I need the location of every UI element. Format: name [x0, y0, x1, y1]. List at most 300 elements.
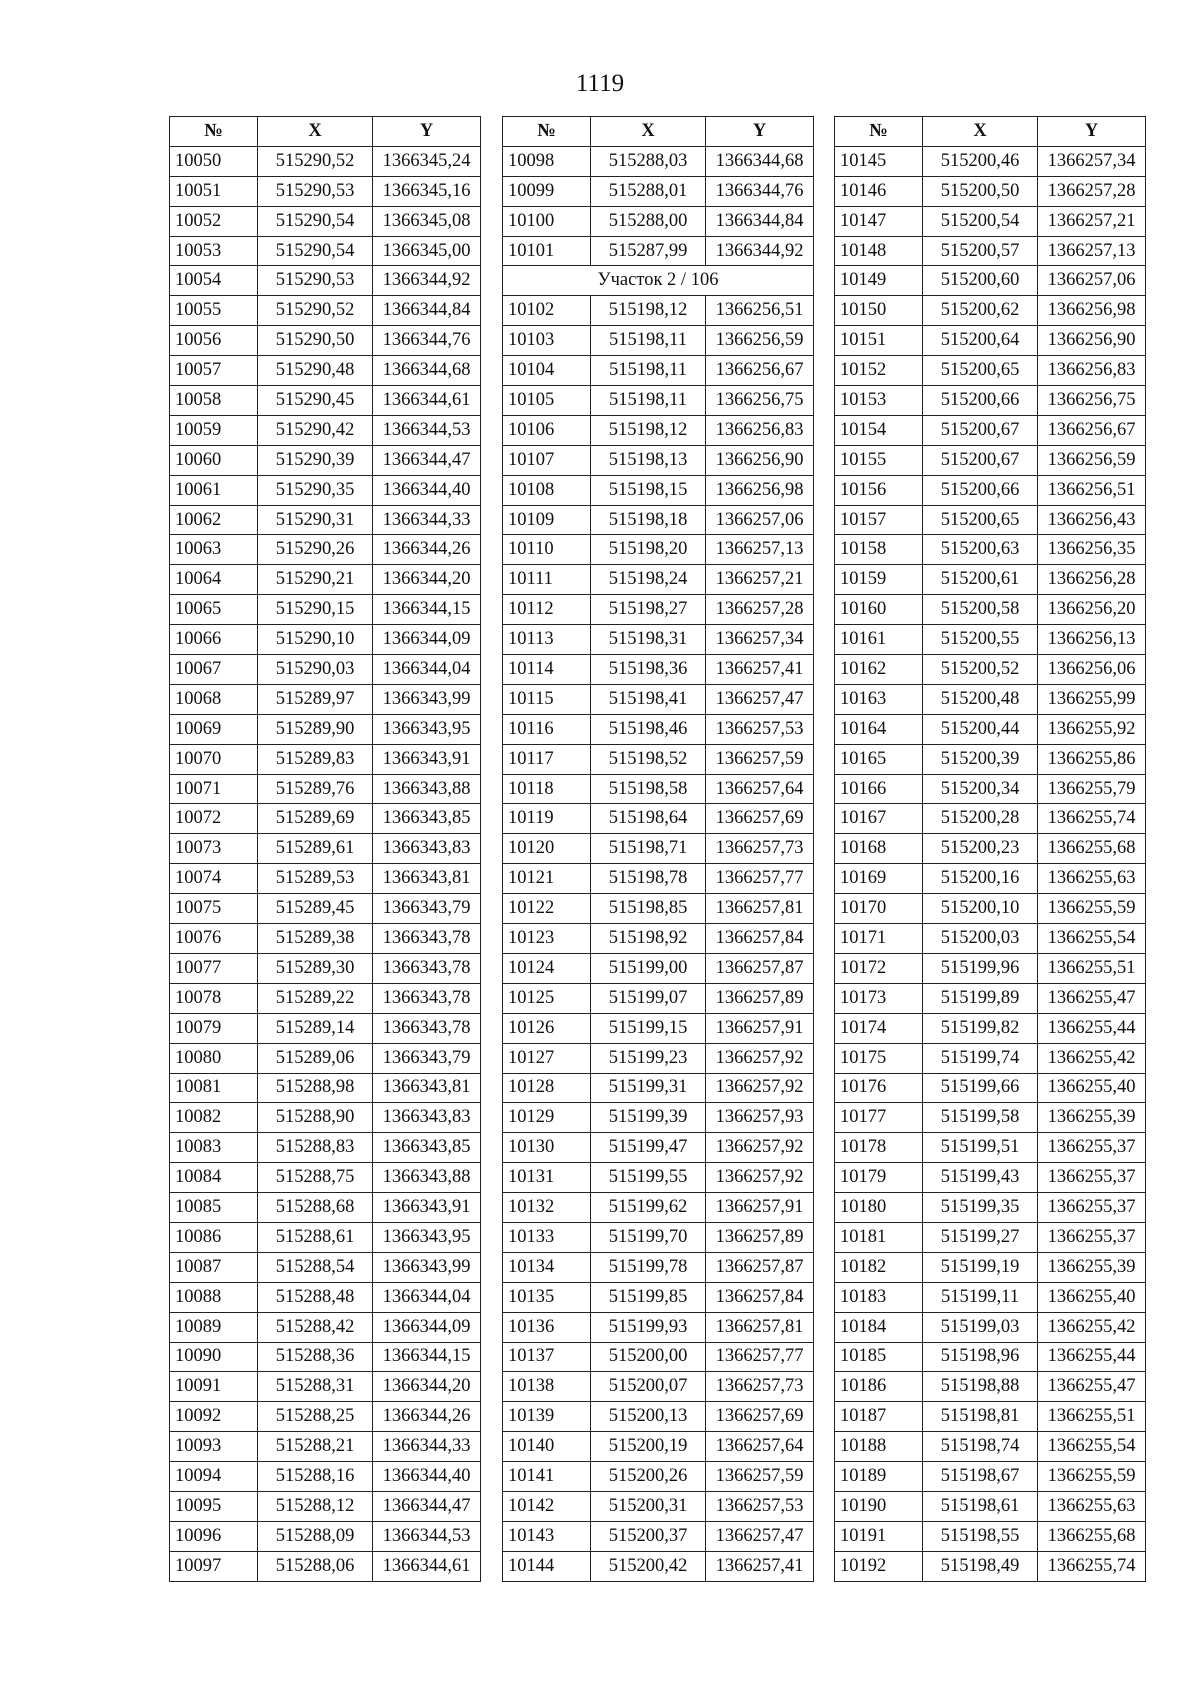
x-coordinate-cell: 515199,66 — [923, 1073, 1038, 1103]
y-coordinate-cell: 1366344,26 — [373, 535, 481, 565]
y-coordinate-cell: 1366255,74 — [1038, 804, 1146, 834]
point-number-cell: 10054 — [170, 266, 258, 296]
x-coordinate-cell: 515198,13 — [591, 445, 706, 475]
y-coordinate-cell: 1366256,35 — [1038, 535, 1146, 565]
table-row — [503, 1491, 814, 1521]
y-coordinate-cell: 1366344,53 — [373, 1521, 481, 1551]
x-coordinate-cell: 515288,01 — [591, 176, 706, 206]
table-row — [503, 804, 814, 834]
header-y: Y — [373, 117, 481, 147]
table-row — [170, 1551, 481, 1581]
point-number-cell: 10088 — [170, 1282, 258, 1312]
x-coordinate-cell: 515199,74 — [923, 1043, 1038, 1073]
table-row — [503, 1043, 814, 1073]
x-coordinate-cell: 515200,57 — [923, 236, 1038, 266]
table-row — [170, 1013, 481, 1043]
table-row — [503, 565, 814, 595]
table-row — [170, 1312, 481, 1342]
y-coordinate-cell: 1366343,81 — [373, 1073, 481, 1103]
y-coordinate-cell: 1366257,84 — [706, 924, 814, 954]
y-coordinate-cell: 1366257,73 — [706, 1372, 814, 1402]
table-row — [170, 326, 481, 356]
x-coordinate-cell: 515199,47 — [591, 1133, 706, 1163]
x-coordinate-cell: 515288,12 — [258, 1491, 373, 1521]
x-coordinate-cell: 515288,54 — [258, 1252, 373, 1282]
y-coordinate-cell: 1366257,87 — [706, 953, 814, 983]
y-coordinate-cell: 1366255,40 — [1038, 1282, 1146, 1312]
point-number-cell: 10134 — [503, 1252, 591, 1282]
y-coordinate-cell: 1366256,06 — [1038, 655, 1146, 685]
point-number-cell: 10059 — [170, 415, 258, 445]
y-coordinate-cell: 1366343,85 — [373, 804, 481, 834]
table-row — [170, 266, 481, 296]
point-number-cell: 10081 — [170, 1073, 258, 1103]
x-coordinate-cell: 515198,78 — [591, 864, 706, 894]
x-coordinate-cell: 515290,53 — [258, 266, 373, 296]
x-coordinate-cell: 515199,19 — [923, 1252, 1038, 1282]
x-coordinate-cell: 515290,53 — [258, 176, 373, 206]
point-number-cell: 10177 — [835, 1103, 923, 1133]
x-coordinate-cell: 515199,43 — [923, 1163, 1038, 1193]
x-coordinate-cell: 515199,07 — [591, 983, 706, 1013]
table-row — [170, 1282, 481, 1312]
x-coordinate-cell: 515288,68 — [258, 1193, 373, 1223]
header-number: № — [170, 117, 258, 147]
y-coordinate-cell: 1366344,61 — [373, 386, 481, 416]
x-coordinate-cell: 515199,82 — [923, 1013, 1038, 1043]
table-row — [835, 386, 1146, 416]
point-number-cell: 10183 — [835, 1282, 923, 1312]
y-coordinate-cell: 1366257,73 — [706, 834, 814, 864]
point-number-cell: 10092 — [170, 1402, 258, 1432]
table-row — [170, 834, 481, 864]
y-coordinate-cell: 1366257,59 — [706, 1462, 814, 1492]
point-number-cell: 10057 — [170, 356, 258, 386]
y-coordinate-cell: 1366344,92 — [706, 236, 814, 266]
table-row — [170, 714, 481, 744]
table-row — [503, 924, 814, 954]
point-number-cell: 10099 — [503, 176, 591, 206]
point-number-cell: 10131 — [503, 1163, 591, 1193]
point-number-cell: 10158 — [835, 535, 923, 565]
x-coordinate-cell: 515200,52 — [923, 655, 1038, 685]
point-number-cell: 10192 — [835, 1551, 923, 1581]
point-number-cell: 10067 — [170, 655, 258, 685]
x-coordinate-cell: 515199,51 — [923, 1133, 1038, 1163]
table-row — [503, 1133, 814, 1163]
y-coordinate-cell: 1366343,78 — [373, 924, 481, 954]
x-coordinate-cell: 515200,66 — [923, 475, 1038, 505]
table-row — [835, 206, 1146, 236]
header-y: Y — [706, 117, 814, 147]
y-coordinate-cell: 1366255,68 — [1038, 834, 1146, 864]
y-coordinate-cell: 1366257,92 — [706, 1073, 814, 1103]
x-coordinate-cell: 515199,96 — [923, 953, 1038, 983]
x-coordinate-cell: 515288,06 — [258, 1551, 373, 1581]
point-number-cell: 10160 — [835, 595, 923, 625]
table-row — [503, 1521, 814, 1551]
table-row — [170, 1252, 481, 1282]
y-coordinate-cell: 1366257,77 — [706, 1342, 814, 1372]
x-coordinate-cell: 515200,00 — [591, 1342, 706, 1372]
x-coordinate-cell: 515288,21 — [258, 1432, 373, 1462]
page-number: 1119 — [575, 70, 625, 97]
x-coordinate-cell: 515198,92 — [591, 924, 706, 954]
table-row — [170, 684, 481, 714]
y-coordinate-cell: 1366256,51 — [1038, 475, 1146, 505]
table-row — [503, 326, 814, 356]
y-coordinate-cell: 1366344,76 — [373, 326, 481, 356]
y-coordinate-cell: 1366344,84 — [373, 296, 481, 326]
y-coordinate-cell: 1366345,08 — [373, 206, 481, 236]
y-coordinate-cell: 1366344,33 — [373, 505, 481, 535]
x-coordinate-cell: 515200,65 — [923, 505, 1038, 535]
point-number-cell: 10180 — [835, 1193, 923, 1223]
table-row — [170, 445, 481, 475]
y-coordinate-cell: 1366255,54 — [1038, 1432, 1146, 1462]
point-number-cell: 10118 — [503, 774, 591, 804]
point-number-cell: 10117 — [503, 744, 591, 774]
table-row — [503, 1222, 814, 1252]
x-coordinate-cell: 515288,36 — [258, 1342, 373, 1372]
y-coordinate-cell: 1366255,63 — [1038, 1491, 1146, 1521]
y-coordinate-cell: 1366256,90 — [706, 445, 814, 475]
table-row — [503, 1252, 814, 1282]
table-row — [170, 236, 481, 266]
point-number-cell: 10175 — [835, 1043, 923, 1073]
point-number-cell: 10100 — [503, 206, 591, 236]
y-coordinate-cell: 1366255,40 — [1038, 1073, 1146, 1103]
point-number-cell: 10115 — [503, 684, 591, 714]
table-header-row — [503, 117, 814, 147]
table-row — [835, 684, 1146, 714]
table-row — [503, 1372, 814, 1402]
table-row — [835, 356, 1146, 386]
y-coordinate-cell: 1366343,79 — [373, 894, 481, 924]
y-coordinate-cell: 1366255,39 — [1038, 1103, 1146, 1133]
table-row — [503, 1193, 814, 1223]
x-coordinate-cell: 515288,16 — [258, 1462, 373, 1492]
x-coordinate-cell: 515289,90 — [258, 714, 373, 744]
table-row — [170, 1043, 481, 1073]
coordinates-table-1 — [169, 116, 481, 1582]
point-number-cell: 10108 — [503, 475, 591, 505]
point-number-cell: 10153 — [835, 386, 923, 416]
table-row — [835, 1013, 1146, 1043]
x-coordinate-cell: 515289,76 — [258, 774, 373, 804]
y-coordinate-cell: 1366256,98 — [1038, 296, 1146, 326]
table-row — [503, 535, 814, 565]
table-row — [503, 146, 814, 176]
table-row — [170, 1163, 481, 1193]
point-number-cell: 10062 — [170, 505, 258, 535]
x-coordinate-cell: 515288,98 — [258, 1073, 373, 1103]
y-coordinate-cell: 1366257,87 — [706, 1252, 814, 1282]
point-number-cell: 10077 — [170, 953, 258, 983]
x-coordinate-cell: 515199,23 — [591, 1043, 706, 1073]
point-number-cell: 10095 — [170, 1491, 258, 1521]
y-coordinate-cell: 1366257,64 — [706, 774, 814, 804]
table-row — [835, 834, 1146, 864]
point-number-cell: 10121 — [503, 864, 591, 894]
x-coordinate-cell: 515290,52 — [258, 296, 373, 326]
y-coordinate-cell: 1366257,34 — [706, 625, 814, 655]
x-coordinate-cell: 515200,67 — [923, 445, 1038, 475]
header-x: X — [923, 117, 1038, 147]
point-number-cell: 10086 — [170, 1222, 258, 1252]
y-coordinate-cell: 1366257,41 — [706, 1551, 814, 1581]
y-coordinate-cell: 1366257,41 — [706, 655, 814, 685]
x-coordinate-cell: 515198,49 — [923, 1551, 1038, 1581]
coordinates-table-3 — [834, 116, 1146, 1582]
point-number-cell: 10168 — [835, 834, 923, 864]
point-number-cell: 10139 — [503, 1402, 591, 1432]
point-number-cell: 10138 — [503, 1372, 591, 1402]
x-coordinate-cell: 515289,83 — [258, 744, 373, 774]
x-coordinate-cell: 515200,19 — [591, 1432, 706, 1462]
point-number-cell: 10184 — [835, 1312, 923, 1342]
x-coordinate-cell: 515200,48 — [923, 684, 1038, 714]
y-coordinate-cell: 1366255,59 — [1038, 894, 1146, 924]
point-number-cell: 10126 — [503, 1013, 591, 1043]
point-number-cell: 10051 — [170, 176, 258, 206]
point-number-cell: 10079 — [170, 1013, 258, 1043]
y-coordinate-cell: 1366257,53 — [706, 714, 814, 744]
y-coordinate-cell: 1366257,91 — [706, 1193, 814, 1223]
table-row — [835, 1521, 1146, 1551]
x-coordinate-cell: 515288,90 — [258, 1103, 373, 1133]
x-coordinate-cell: 515198,81 — [923, 1402, 1038, 1432]
table-row — [503, 744, 814, 774]
table-header-row — [170, 117, 481, 147]
y-coordinate-cell: 1366344,26 — [373, 1402, 481, 1432]
header-number: № — [503, 117, 591, 147]
x-coordinate-cell: 515198,61 — [923, 1491, 1038, 1521]
x-coordinate-cell: 515290,10 — [258, 625, 373, 655]
table-row — [170, 505, 481, 535]
table-row — [835, 1222, 1146, 1252]
y-coordinate-cell: 1366257,89 — [706, 983, 814, 1013]
point-number-cell: 10056 — [170, 326, 258, 356]
x-coordinate-cell: 515200,44 — [923, 714, 1038, 744]
x-coordinate-cell: 515198,18 — [591, 505, 706, 535]
y-coordinate-cell: 1366343,78 — [373, 953, 481, 983]
point-number-cell: 10103 — [503, 326, 591, 356]
table-row — [170, 1342, 481, 1372]
point-number-cell: 10106 — [503, 415, 591, 445]
x-coordinate-cell: 515288,25 — [258, 1402, 373, 1432]
y-coordinate-cell: 1366257,21 — [706, 565, 814, 595]
x-coordinate-cell: 515199,58 — [923, 1103, 1038, 1133]
point-number-cell: 10110 — [503, 535, 591, 565]
y-coordinate-cell: 1366256,51 — [706, 296, 814, 326]
section-row — [503, 266, 814, 296]
y-coordinate-cell: 1366343,83 — [373, 834, 481, 864]
y-coordinate-cell: 1366257,77 — [706, 864, 814, 894]
y-coordinate-cell: 1366257,53 — [706, 1491, 814, 1521]
x-coordinate-cell: 515199,89 — [923, 983, 1038, 1013]
x-coordinate-cell: 515200,58 — [923, 595, 1038, 625]
point-number-cell: 10159 — [835, 565, 923, 595]
x-coordinate-cell: 515290,48 — [258, 356, 373, 386]
y-coordinate-cell: 1366343,95 — [373, 714, 481, 744]
x-coordinate-cell: 515198,71 — [591, 834, 706, 864]
table-row — [835, 595, 1146, 625]
point-number-cell: 10102 — [503, 296, 591, 326]
table-row — [835, 475, 1146, 505]
table-row — [503, 1163, 814, 1193]
point-number-cell: 10050 — [170, 146, 258, 176]
table-row — [503, 864, 814, 894]
point-number-cell: 10187 — [835, 1402, 923, 1432]
x-coordinate-cell: 515288,75 — [258, 1163, 373, 1193]
x-coordinate-cell: 515198,88 — [923, 1372, 1038, 1402]
x-coordinate-cell: 515200,28 — [923, 804, 1038, 834]
point-number-cell: 10173 — [835, 983, 923, 1013]
x-coordinate-cell: 515290,31 — [258, 505, 373, 535]
x-coordinate-cell: 515198,15 — [591, 475, 706, 505]
table-row — [835, 804, 1146, 834]
point-number-cell: 10136 — [503, 1312, 591, 1342]
x-coordinate-cell: 515198,74 — [923, 1432, 1038, 1462]
table-row — [503, 625, 814, 655]
x-coordinate-cell: 515200,23 — [923, 834, 1038, 864]
table-row — [503, 894, 814, 924]
y-coordinate-cell: 1366343,99 — [373, 684, 481, 714]
y-coordinate-cell: 1366344,40 — [373, 475, 481, 505]
header-x: X — [258, 117, 373, 147]
table-row — [170, 475, 481, 505]
y-coordinate-cell: 1366257,81 — [706, 1312, 814, 1342]
table-row — [503, 953, 814, 983]
table-row — [835, 266, 1146, 296]
x-coordinate-cell: 515288,00 — [591, 206, 706, 236]
x-coordinate-cell: 515289,22 — [258, 983, 373, 1013]
point-number-cell: 10112 — [503, 595, 591, 625]
table-row — [170, 804, 481, 834]
x-coordinate-cell: 515289,14 — [258, 1013, 373, 1043]
table-row — [503, 1551, 814, 1581]
y-coordinate-cell: 1366344,09 — [373, 1312, 481, 1342]
point-number-cell: 10130 — [503, 1133, 591, 1163]
x-coordinate-cell: 515198,52 — [591, 744, 706, 774]
point-number-cell: 10166 — [835, 774, 923, 804]
point-number-cell: 10171 — [835, 924, 923, 954]
x-coordinate-cell: 515200,16 — [923, 864, 1038, 894]
y-coordinate-cell: 1366344,40 — [373, 1462, 481, 1492]
y-coordinate-cell: 1366344,15 — [373, 595, 481, 625]
y-coordinate-cell: 1366257,47 — [706, 1521, 814, 1551]
x-coordinate-cell: 515290,21 — [258, 565, 373, 595]
x-coordinate-cell: 515198,20 — [591, 535, 706, 565]
point-number-cell: 10176 — [835, 1073, 923, 1103]
table-row — [503, 475, 814, 505]
x-coordinate-cell: 515200,03 — [923, 924, 1038, 954]
point-number-cell: 10172 — [835, 953, 923, 983]
y-coordinate-cell: 1366255,51 — [1038, 953, 1146, 983]
table-row — [835, 1312, 1146, 1342]
point-number-cell: 10060 — [170, 445, 258, 475]
point-number-cell: 10090 — [170, 1342, 258, 1372]
y-coordinate-cell: 1366255,86 — [1038, 744, 1146, 774]
table-row — [503, 983, 814, 1013]
point-number-cell: 10105 — [503, 386, 591, 416]
header-x: X — [591, 117, 706, 147]
point-number-cell: 10155 — [835, 445, 923, 475]
y-coordinate-cell: 1366255,42 — [1038, 1312, 1146, 1342]
table-row — [835, 1462, 1146, 1492]
x-coordinate-cell: 515200,60 — [923, 266, 1038, 296]
point-number-cell: 10182 — [835, 1252, 923, 1282]
y-coordinate-cell: 1366344,47 — [373, 445, 481, 475]
table-row — [503, 595, 814, 625]
y-coordinate-cell: 1366343,88 — [373, 774, 481, 804]
table-row — [503, 445, 814, 475]
table-row — [835, 1073, 1146, 1103]
table-row — [503, 774, 814, 804]
x-coordinate-cell: 515289,69 — [258, 804, 373, 834]
table-row — [503, 206, 814, 236]
x-coordinate-cell: 515288,03 — [591, 146, 706, 176]
point-number-cell: 10094 — [170, 1462, 258, 1492]
x-coordinate-cell: 515290,42 — [258, 415, 373, 445]
point-number-cell: 10072 — [170, 804, 258, 834]
y-coordinate-cell: 1366344,47 — [373, 1491, 481, 1521]
x-coordinate-cell: 515199,70 — [591, 1222, 706, 1252]
point-number-cell: 10145 — [835, 146, 923, 176]
x-coordinate-cell: 515200,62 — [923, 296, 1038, 326]
point-number-cell: 10122 — [503, 894, 591, 924]
x-coordinate-cell: 515200,64 — [923, 326, 1038, 356]
y-coordinate-cell: 1366255,37 — [1038, 1193, 1146, 1223]
coordinates-table-2 — [502, 116, 814, 1582]
x-coordinate-cell: 515200,07 — [591, 1372, 706, 1402]
table-row — [835, 1252, 1146, 1282]
x-coordinate-cell: 515198,11 — [591, 356, 706, 386]
y-coordinate-cell: 1366257,92 — [706, 1133, 814, 1163]
y-coordinate-cell: 1366256,59 — [706, 326, 814, 356]
y-coordinate-cell: 1366343,85 — [373, 1133, 481, 1163]
point-number-cell: 10113 — [503, 625, 591, 655]
table-row — [503, 834, 814, 864]
y-coordinate-cell: 1366255,51 — [1038, 1402, 1146, 1432]
y-coordinate-cell: 1366255,63 — [1038, 864, 1146, 894]
point-number-cell: 10190 — [835, 1491, 923, 1521]
x-coordinate-cell: 515199,93 — [591, 1312, 706, 1342]
x-coordinate-cell: 515200,65 — [923, 356, 1038, 386]
table-row — [170, 744, 481, 774]
y-coordinate-cell: 1366257,13 — [1038, 236, 1146, 266]
y-coordinate-cell: 1366255,37 — [1038, 1222, 1146, 1252]
table-row — [835, 1491, 1146, 1521]
point-number-cell: 10156 — [835, 475, 923, 505]
x-coordinate-cell: 515200,31 — [591, 1491, 706, 1521]
table-row — [835, 176, 1146, 206]
y-coordinate-cell: 1366344,68 — [706, 146, 814, 176]
x-coordinate-cell: 515198,27 — [591, 595, 706, 625]
y-coordinate-cell: 1366256,43 — [1038, 505, 1146, 535]
table-row — [170, 595, 481, 625]
point-number-cell: 10141 — [503, 1462, 591, 1492]
table-row — [170, 535, 481, 565]
table-row — [170, 386, 481, 416]
table-row — [170, 296, 481, 326]
point-number-cell: 10083 — [170, 1133, 258, 1163]
point-number-cell: 10055 — [170, 296, 258, 326]
y-coordinate-cell: 1366255,44 — [1038, 1342, 1146, 1372]
table-row — [170, 176, 481, 206]
point-number-cell: 10164 — [835, 714, 923, 744]
